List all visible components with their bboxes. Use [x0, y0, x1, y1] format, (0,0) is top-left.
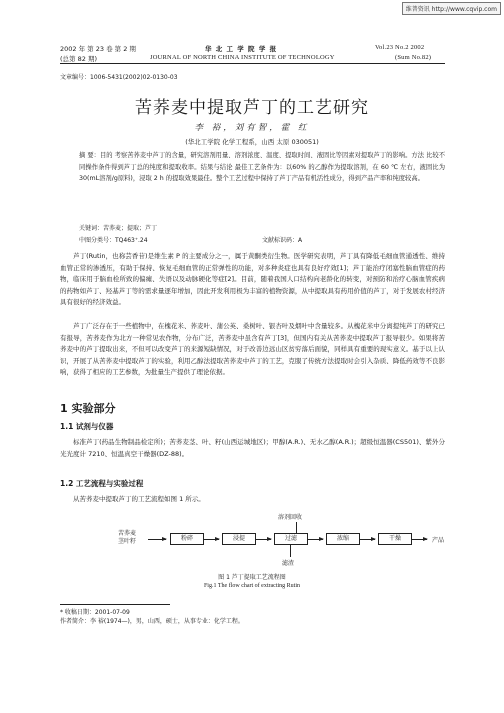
process-intro-text: 从苦荞麦中提取芦丁的工艺流程如图 1 所示。: [73, 495, 205, 503]
source-badge: 维普资讯 http://www.cqvip.com: [402, 2, 501, 15]
flow-step-concentrate: 浓缩: [326, 533, 360, 545]
intro-paragraph-1: 芦丁(Rutin，也称芸香苷)是维生素 P 的主要成分之一，属于黄酮类衍生物。医学研究表明，芦丁具有降低毛细血管通透性、维持血管正常的渗透压，有助于保持、恢复毛细血管的正常弹性的功能，对多种炎症也具有良好疗效[1]；芦丁能治疗闭塞性脑血管症的药物，临床用于脑血栓所致的偏瘫、失语以及动脉硬化等症[2]。目前，随着我国人口结构向老龄化的转变，对预防和治疗心脑血管疾病的药物如芦丁、羟基芦丁等的需求量逐年增加，因此开发利用极为丰富的植物资源，从中提取具有药用价值的芦丁，对于发展农村经济具有很好的经济效益。: [60, 252, 445, 307]
flow-arrow-5: [411, 539, 427, 540]
flow-step-leach: 浸提: [222, 533, 256, 545]
clc-number: 中图分类号：TQ463⁺.24: [79, 237, 148, 244]
flow-input: 苦荞麦 茎叶籽: [118, 530, 137, 545]
flow-step-crush: 粉碎: [170, 533, 204, 545]
header-sum-issue: (总第 82 期): [60, 55, 97, 63]
journal-title-cn: 华 北 工 学 院 学 报: [205, 45, 278, 53]
section-heading-1: 1 实验部分: [60, 402, 116, 415]
subsection-heading-1-2: 1.2 工艺流程与实验过程: [60, 479, 144, 488]
flow-label-solvent-recovery: 溶剂回收: [278, 514, 303, 521]
footnote-author: 作者简介：李 裕(1974—)，男，山西，硕士，从事专业：化学工程。: [60, 618, 244, 625]
flow-step-dry: 干燥: [378, 533, 412, 545]
flow-arrow-4: [359, 539, 375, 540]
flow-residue-line: [290, 545, 291, 557]
journal-title-en: JOURNAL OF NORTH CHINA INSTITUTE OF TECHNOLOGY: [150, 54, 335, 61]
keywords: 关键词：苦荞麦；提取；芦丁: [79, 225, 158, 232]
flow-step-filter: 过滤: [274, 533, 308, 545]
figure-caption-cn: 图 1 芦丁提取工艺流程图: [218, 574, 286, 581]
flow-label-residue: 滤渣: [282, 560, 295, 567]
footnote-rule: [60, 604, 170, 605]
affiliation: (华北工学院 化学工程系，山西 太原 030051): [185, 138, 319, 146]
article-number: 文章编号：1006-5431(2002)02-0130-03: [60, 74, 178, 81]
flow-arrow-2: [255, 539, 271, 540]
document-code: 文献标识码：A: [262, 237, 303, 244]
paper-title: 苦荞麦中提取芦丁的工艺研究: [135, 98, 369, 118]
reagents-text: 标准芦丁(药品生物制品检定所)；苦荞麦茎、叶、籽(山西运城地区)；甲醇(A.R.)、无水乙醇(A.R.)；超级恒温器(CS501)、紫外分光光度计 7210、恒温真空干燥器(DZ-88)。: [60, 438, 445, 458]
flow-arrow-0: [148, 539, 166, 540]
subsection-heading-1-1: 1.1 试剂与仪器: [60, 422, 114, 431]
footnote-received: * 收稿日期：2001-07-09: [60, 609, 130, 616]
flow-arrow-3: [307, 539, 323, 540]
figure-caption-en: Fig.1 The flow chart of extracting Rutin: [203, 583, 301, 589]
header-volume: Vol.23 No.2 2002: [375, 44, 425, 51]
header-sum-no: (Sum No.82): [395, 54, 432, 61]
flow-arrow-1: [203, 539, 219, 540]
header-rule: [60, 63, 445, 64]
intro-paragraph-2: 芦丁广泛存在于一些植物中，在槐花米、荞麦叶、蒲公英、桑树叶、银杏叶及烟叶中含量较多。从槐花米中分离提纯芦丁的研究已有报导，苦荞麦作为北方一种常见农作物，分布广泛，苦荞麦中虽含有芦丁[3]，但国内有关从苦荞麦中提取芦丁报导很少。如果将苦荞麦中的芦丁提取出来，不但可以改变芦丁的来源短缺情况，对于改善边远山区贫穷落后面貌，同样具有重要的现实意义。基于以上认识，开展了从苦荞麦中提取芦丁的实验，利用乙醇法提取苦荞麦中芦丁的工艺，克服了传统方法提取时会引入杂质、降低药效等不良影响，获得了相应的工艺参数，为批量生产提供了理论依据。: [60, 322, 445, 377]
authors: 李 裕，刘有智，霍 红: [194, 123, 310, 133]
flow-output: 产品: [432, 537, 445, 544]
header-issue: 2002 年 第 23 卷 第 2 期: [60, 45, 136, 53]
abstract: 摘 要：目的 考察苦荞麦中芦丁的含量，研究溶剂用量、溶剂浓度、温度、提取时间、液固比等因素对提取芦丁的影响。方法 比较不同操作条件得到芦丁总的纯度和提取收率。结果与结论 最佳工艺条件为：以60% 的乙醇作为提取溶剂，在 60 ℃ 左右，液固比为 30(mL溶剂/g原料)，浸取 2 h 的提取效果最佳。整个工艺过程中保持了芦丁产品有机活性成分，得到产品产率和纯度较高。: [79, 152, 445, 182]
